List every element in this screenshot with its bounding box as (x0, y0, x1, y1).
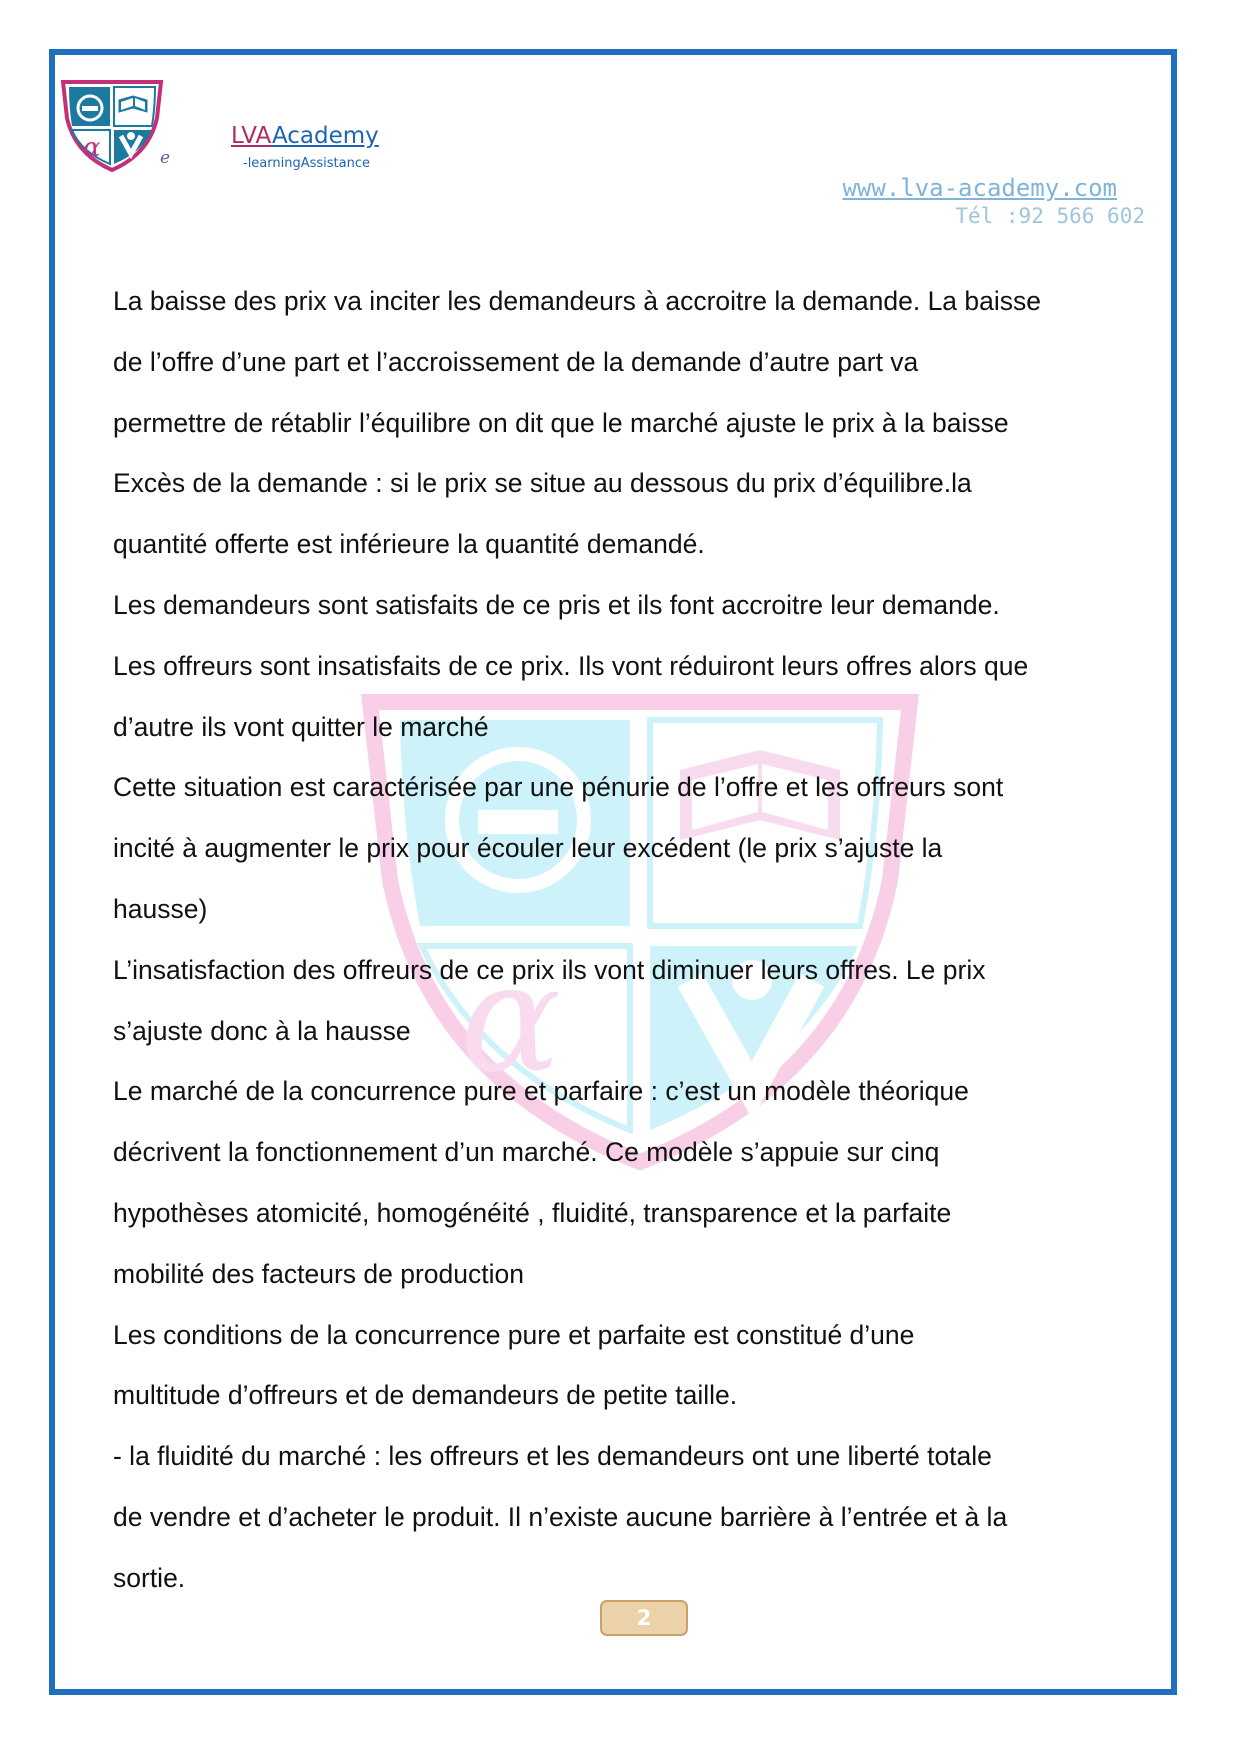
text-line: hypothèses atomicité, homogénéité , fluidité, transparence et la parfaite (113, 1197, 952, 1228)
page-number-badge: 2 (600, 1600, 688, 1636)
text-line: incité à augmenter le prix pour écouler leur excédent (le prix s’ajuste la (113, 833, 943, 864)
brand-name[interactable] (231, 122, 379, 150)
phone-number: Tél :92 566 602 (955, 204, 1145, 228)
text-line: quantité offerte est inférieure la quantité demandé. (113, 529, 705, 560)
text-line: d’autre ils vont quitter le marché (113, 711, 489, 742)
text-line: multitude d’offreurs et de demandeurs de petite taille. (113, 1380, 738, 1411)
svg-text:α: α (460, 932, 562, 1106)
brand-academy: Academy (271, 123, 379, 149)
body-text (113, 271, 1173, 1609)
text-line: de l’offre d’une part et l’accroissement de la demande d’autre part va (113, 346, 919, 377)
text-line: Excès de la demande : si le prix se situe au dessous du prix d’équilibre.la (113, 468, 972, 499)
text-line: - la fluidité du marché : les offreurs et les demandeurs ont une liberté totale (113, 1441, 992, 1472)
text-line: sortie. (113, 1562, 186, 1593)
text-line: Les conditions de la concurrence pure et parfaite est constitué d’une (113, 1319, 915, 1350)
text-line: s’ajuste donc à la hausse (113, 1015, 411, 1046)
text-line: Cette situation est caractérisée par une pénurie de l’offre et les offreurs sont (113, 772, 1004, 803)
text-line: décrivent la fonctionnement d’un marché. Ce modèle s’appuie sur cinq (113, 1137, 940, 1168)
text-line: Les demandeurs sont satisfaits de ce pris et ils font accroitre leur demande. (113, 589, 1000, 620)
text-line: Les offreurs sont insatisfaits de ce prix. Ils vont réduiront leurs offres alors que (113, 650, 1029, 681)
text-line: mobilité des facteurs de production (113, 1258, 524, 1289)
logo-letter: e (160, 148, 171, 168)
text-line: L’insatisfaction des offreurs de ce prix ils vont diminuer leurs offres. Le prix (113, 954, 986, 985)
brand-lv: LVA (231, 123, 272, 149)
lva-shield-logo-icon (57, 78, 167, 174)
website-link[interactable]: www.lva-academy.com (842, 174, 1117, 202)
text-line: hausse) (113, 893, 208, 924)
text-line: La baisse des prix va inciter les demandeurs à accroitre la demande. La baisse (113, 286, 1042, 316)
contact-block (842, 173, 1145, 229)
svg-text:α: α (83, 133, 101, 163)
brand-tagline: -learningAssistance (243, 156, 370, 171)
text-line: permettre de rétablir l’équilibre on dit que le marché ajuste le prix à la baisse (113, 407, 1009, 438)
text-line: Le marché de la concurrence pure et parfaire : c’est un modèle théorique (113, 1076, 969, 1107)
text-line: de vendre et d’acheter le produit. Il n’existe aucune barrière à l’entrée et à la (113, 1501, 1008, 1532)
